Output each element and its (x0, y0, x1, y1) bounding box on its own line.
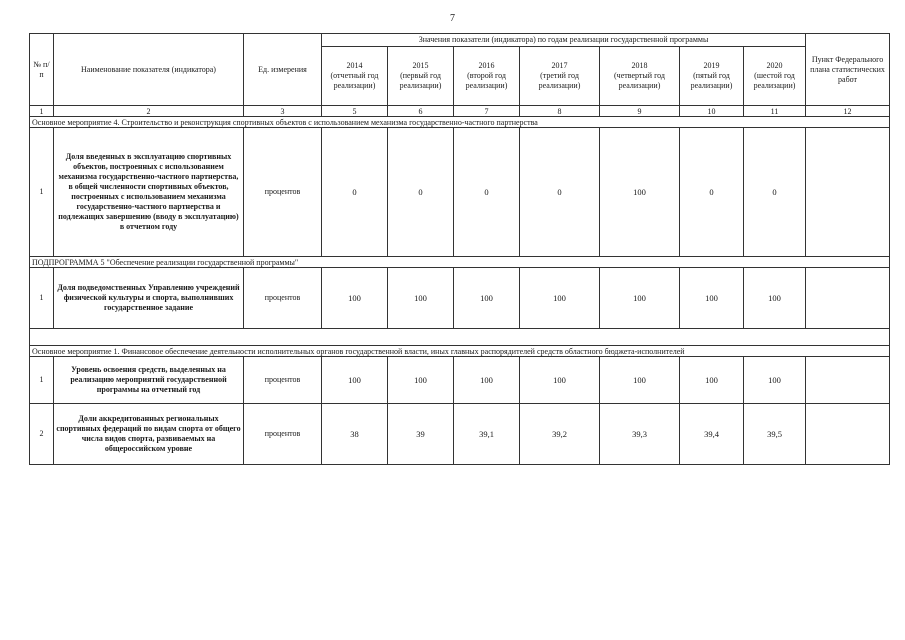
section-header-row (30, 257, 890, 268)
value-cell: 39,2 (520, 404, 600, 465)
value-cell: 100 (322, 268, 388, 329)
header-year (600, 47, 680, 106)
row-number: 2 (30, 404, 54, 465)
header-year-label: (шестой год реализации) (753, 71, 796, 90)
header-year-label: (первый год реализации) (399, 71, 442, 90)
column-number: 2 (54, 106, 244, 117)
value-cell: 0 (388, 128, 454, 257)
value-cell: 39,1 (454, 404, 520, 465)
value-cell: 0 (322, 128, 388, 257)
header-year-number: 2020 (766, 61, 783, 70)
unit-cell: процентов (244, 357, 322, 404)
column-number: 11 (744, 106, 806, 117)
indicator-name: Уровень освоения средств, выделенных на реализацию мероприятий государственной программы на отчетный год (54, 357, 244, 404)
header-plan: Пункт Федерального плана статистических работ (806, 34, 890, 106)
column-number: 5 (322, 106, 388, 117)
value-cell: 100 (744, 268, 806, 329)
value-cell: 100 (454, 357, 520, 404)
row-number: 1 (30, 128, 54, 257)
unit-cell: процентов (244, 404, 322, 465)
value-cell: 100 (454, 268, 520, 329)
column-number: 10 (680, 106, 744, 117)
spacer-cell (30, 329, 890, 346)
column-number: 12 (806, 106, 890, 117)
value-cell: 100 (600, 268, 680, 329)
column-number: 9 (600, 106, 680, 117)
indicator-name: Доли аккредитованных региональных спортивных федераций по видам спорта от общего числа видов спорта, развиваемых на общероссийском уровне (54, 404, 244, 465)
value-cell: 0 (680, 128, 744, 257)
value-cell: 100 (520, 357, 600, 404)
value-cell: 39,4 (680, 404, 744, 465)
value-cell: 0 (454, 128, 520, 257)
header-year-label: (отчетный год реализации) (330, 71, 379, 90)
plan-cell (806, 404, 890, 465)
table-row (30, 268, 890, 329)
header-year-label: (пятый год реализации) (690, 71, 733, 90)
section-header-row (30, 117, 890, 128)
page-number: 7 (450, 13, 455, 24)
table-row (30, 128, 890, 257)
header-year-number: 2015 (412, 61, 429, 70)
value-cell: 39,5 (744, 404, 806, 465)
value-cell: 100 (520, 268, 600, 329)
value-cell: 0 (744, 128, 806, 257)
value-cell: 100 (600, 128, 680, 257)
header-year-label: (третий год реализации) (538, 71, 581, 90)
value-cell: 100 (680, 357, 744, 404)
header-year-number: 2016 (478, 61, 495, 70)
unit-cell: процентов (244, 268, 322, 329)
column-number: 1 (30, 106, 54, 117)
plan-cell (806, 128, 890, 257)
header-name: Наименование показателя (индикатора) (54, 34, 244, 106)
row-number: 1 (30, 268, 54, 329)
header-year-number: 2018 (631, 61, 648, 70)
value-cell: 100 (744, 357, 806, 404)
header-year-number: 2014 (346, 61, 363, 70)
header-year (520, 47, 600, 106)
plan-cell (806, 357, 890, 404)
table-row (30, 404, 890, 465)
value-cell: 100 (680, 268, 744, 329)
value-cell: 100 (600, 357, 680, 404)
value-cell: 39 (388, 404, 454, 465)
header-year-label: (четвертый год реализации) (614, 71, 665, 90)
header-year-label: (второй год реализации) (465, 71, 508, 90)
row-number: 1 (30, 357, 54, 404)
indicators-table (29, 33, 890, 465)
header-year (454, 47, 520, 106)
value-cell: 39,3 (600, 404, 680, 465)
unit-cell: процентов (244, 128, 322, 257)
header-year (744, 47, 806, 106)
value-cell: 38 (322, 404, 388, 465)
section-header-row (30, 346, 890, 357)
header-year (388, 47, 454, 106)
column-number: 6 (388, 106, 454, 117)
column-number: 7 (454, 106, 520, 117)
value-cell: 100 (388, 357, 454, 404)
column-numbers-row (30, 106, 890, 117)
table-row (30, 357, 890, 404)
plan-cell (806, 268, 890, 329)
section-title: Основное мероприятие 4. Строительство и реконструкция спортивных объектов с использованием механизма государственно-частного партнерства (30, 117, 890, 128)
header-year (322, 47, 388, 106)
column-number: 8 (520, 106, 600, 117)
header-num: № п/п (30, 34, 54, 106)
value-cell: 0 (520, 128, 600, 257)
indicator-name: Доля подведомственных Управлению учреждений физической культуры и спорта, выполнивших государственное задание (54, 268, 244, 329)
value-cell: 100 (322, 357, 388, 404)
header-year-number: 2019 (703, 61, 720, 70)
header-values-group: Значения показатели (индикатора) по годам реализации государственной программы (322, 34, 806, 47)
section-title: ПОДПРОГРАММА 5 "Обеспечение реализации государственной программы" (30, 257, 890, 268)
header-row-1 (30, 34, 890, 47)
header-unit: Ед. измерения (244, 34, 322, 106)
indicator-name: Доля введенных в эксплуатацию спортивных объектов, построенных с использованием механизма государственно-частного партнерства, в общей численности спортивных объектов, построенных с использованием механизма государственно-частного партнерства и подлежащих завершению (вводу в эксплуатацию) в отчетном году (54, 128, 244, 257)
header-year-number: 2017 (551, 61, 568, 70)
value-cell: 100 (388, 268, 454, 329)
section-title: Основное мероприятие 1. Финансовое обеспечение деятельности исполнительных органов государственной власти, иных главных распорядителей средств областного бюджета-исполнителей (30, 346, 890, 357)
header-year (680, 47, 744, 106)
spacer-row (30, 329, 890, 346)
column-number: 3 (244, 106, 322, 117)
